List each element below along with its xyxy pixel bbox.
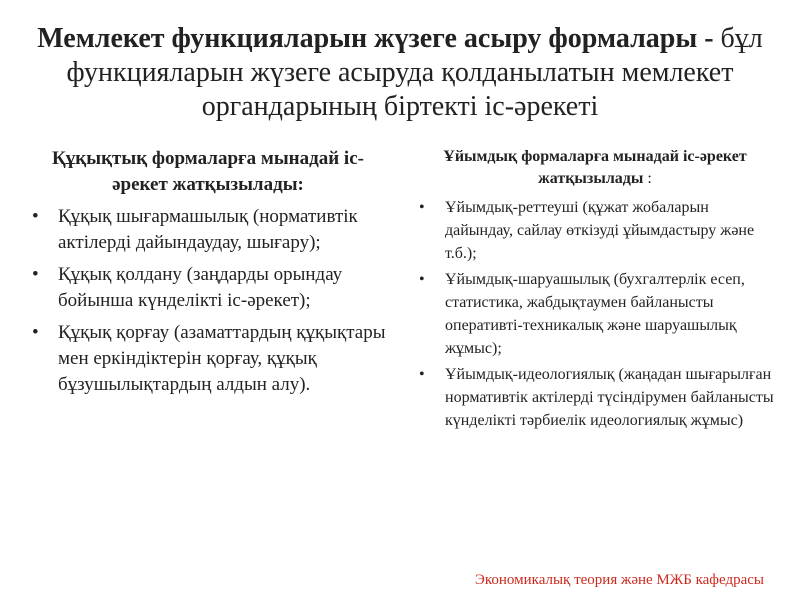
list-item: [415, 363, 775, 432]
bullet-icon: •: [419, 271, 425, 288]
legal-forms-heading: Құқықтық формаларға мынадай іс-әрекет жатқызылады:: [52, 148, 364, 195]
list-item: [28, 204, 388, 256]
list-item-text: Құқық қолдану (заңдарды орындау бойынша күнделікті іс-әрекет);: [58, 264, 343, 311]
list-item-text: Ұйымдық-шаруашылық (бухгалтерлік есеп, статистика, жабдықтаумен байланысты оперативті-техникалық және шаруашылық жұмыс);: [445, 271, 745, 357]
list-item-text: Құқық шығармашылық (нормативтік актілерді дайындаудау, шығару);: [58, 206, 358, 253]
list-item: [28, 262, 388, 314]
organizational-forms-column: [415, 146, 775, 435]
organizational-forms-list: [415, 196, 775, 432]
list-item: [28, 320, 388, 398]
organizational-forms-heading-bold: Ұйымдық формаларға мынадай іс-әрекет жатқызылады: [443, 148, 747, 187]
legal-forms-column: [28, 146, 388, 404]
slide-title-normal: бұл функцияларын жүзеге асыруда қолданылатын мемлекет органдарының біртекті іс-әрекеті: [66, 23, 763, 122]
department-footer: Экономикалық теория және МЖБ кафедрасы: [474, 572, 764, 588]
list-item-text: Ұйымдық-идеологиялық (жаңадан шығарылған нормативтік актілерді түсіндірумен байланысты күнделікті тәрбиелік идеологиялық жұмыс): [445, 366, 774, 429]
list-item-text: Ұйымдық-реттеуші (құжат жобаларын дайындау, сайлау өткізуді ұйымдастыру және т.б.);: [445, 199, 755, 262]
legal-forms-list: [28, 204, 388, 398]
bullet-icon: •: [32, 264, 39, 285]
bullet-icon: •: [419, 199, 425, 216]
bullet-icon: •: [32, 322, 39, 343]
bullet-icon: •: [419, 366, 425, 383]
bullet-icon: •: [32, 206, 39, 227]
list-item: [415, 268, 775, 360]
slide-title: [20, 22, 780, 124]
list-item-text: Құқық қорғау (азаматтардың құқықтары мен еркіндіктерін қорғау, құқық бұзушылықтардың алдын алу).: [58, 322, 386, 395]
list-item: [415, 196, 775, 265]
organizational-forms-heading: [415, 146, 775, 190]
organizational-forms-heading-colon: :: [647, 170, 652, 187]
slide-title-bold: Мемлекет функцияларын жүзеге асыру формалары -: [37, 23, 714, 54]
